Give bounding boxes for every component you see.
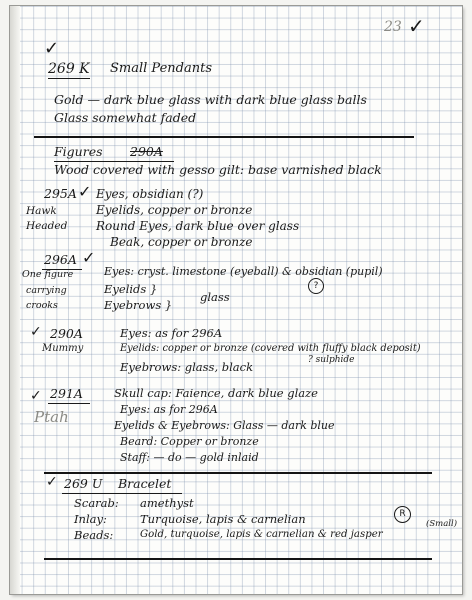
side-note: crooks (26, 300, 58, 311)
check-mark: ✓ (30, 388, 42, 404)
entry-number: 269 U (64, 476, 103, 491)
side-note: carrying (26, 285, 67, 296)
entry-number: 291A (50, 386, 83, 401)
entry-line: Eyebrows } (104, 298, 173, 312)
page-number: 23 (384, 19, 402, 35)
figures-description: Wood covered with gesso gilt: base varnished black (54, 162, 382, 177)
entry-line: Eyes: as for 296A (120, 326, 223, 340)
entry-line: Round Eyes, dark blue over glass (96, 219, 300, 233)
entry-line: Beard: Copper or bronze (120, 435, 259, 448)
entry-line: Eyes: as for 296A (120, 403, 218, 416)
entry-line: Eyes, obsidian (?) (96, 187, 204, 201)
row-value: Gold, turquoise, lapis & carnelian & red jasper (140, 529, 383, 540)
check-mark: ✓ (46, 474, 58, 490)
entry-number: 290A (50, 326, 83, 341)
row-label: Beads: (74, 528, 114, 542)
figures-ref-struck: 290A (130, 144, 163, 159)
entry-line: Eyelids } (104, 282, 158, 296)
check-mark: ✓ (78, 182, 92, 201)
figures-label: Figures (54, 144, 103, 159)
side-note: One figure (22, 269, 74, 280)
inserted-note: ? sulphide (308, 355, 355, 365)
section-divider (34, 136, 414, 138)
entry-line: Eyelids, copper or bronze (96, 203, 253, 217)
glass-note: glass (200, 290, 230, 304)
row-value: Turquoise, lapis & carnelian (140, 512, 306, 526)
margin-note: (Small) (426, 519, 458, 529)
entry-title: Bracelet (118, 476, 172, 491)
section-divider (44, 472, 432, 474)
underline (48, 403, 90, 404)
notebook-binding-edge (10, 6, 20, 594)
entry-line: Glass somewhat faded (54, 110, 197, 125)
entry-number: 269 K (48, 61, 90, 77)
side-note: Hawk (26, 205, 57, 217)
entry-line: Gold — dark blue glass with dark blue glass balls (54, 92, 367, 107)
entry-title: Small Pendants (110, 61, 213, 76)
side-note: Mummy (42, 343, 84, 354)
entry-line: Skull cap: Faience, dark blue glaze (114, 386, 318, 400)
entry-line: Staff: — do — gold inlaid (120, 451, 259, 464)
entry-line: Eyebrows: glass, black (120, 360, 254, 374)
entry-line: Eyelids: copper or bronze (covered with fluffy black deposit) (120, 343, 421, 354)
check-mark: ✓ (30, 324, 42, 340)
entry-number: 296A (44, 252, 77, 267)
entry-line: Eyelids & Eyebrows: Glass — dark blue (114, 419, 335, 432)
pencil-note: Ptah (34, 408, 69, 426)
row-label: Scarab: (74, 496, 119, 510)
entry-number: 295A (44, 186, 77, 201)
circled-question-mark: ? (308, 278, 324, 294)
row-value: amethyst (140, 496, 194, 510)
underline (62, 493, 182, 494)
side-note: Headed (26, 220, 68, 232)
underline (48, 78, 90, 79)
entry-line: Eyes: cryst. limestone (eyeball) & obsidian (pupil) (104, 265, 383, 278)
section-divider (44, 558, 432, 560)
page-check-mark: ✓ (408, 14, 425, 38)
row-label: Inlay: (74, 512, 107, 526)
entry-line: Beak, copper or bronze (110, 235, 253, 249)
notebook-page (10, 6, 462, 594)
circled-r-mark: R (394, 506, 411, 523)
check-mark: ✓ (82, 248, 96, 267)
check-mark: ✓ (44, 38, 60, 59)
